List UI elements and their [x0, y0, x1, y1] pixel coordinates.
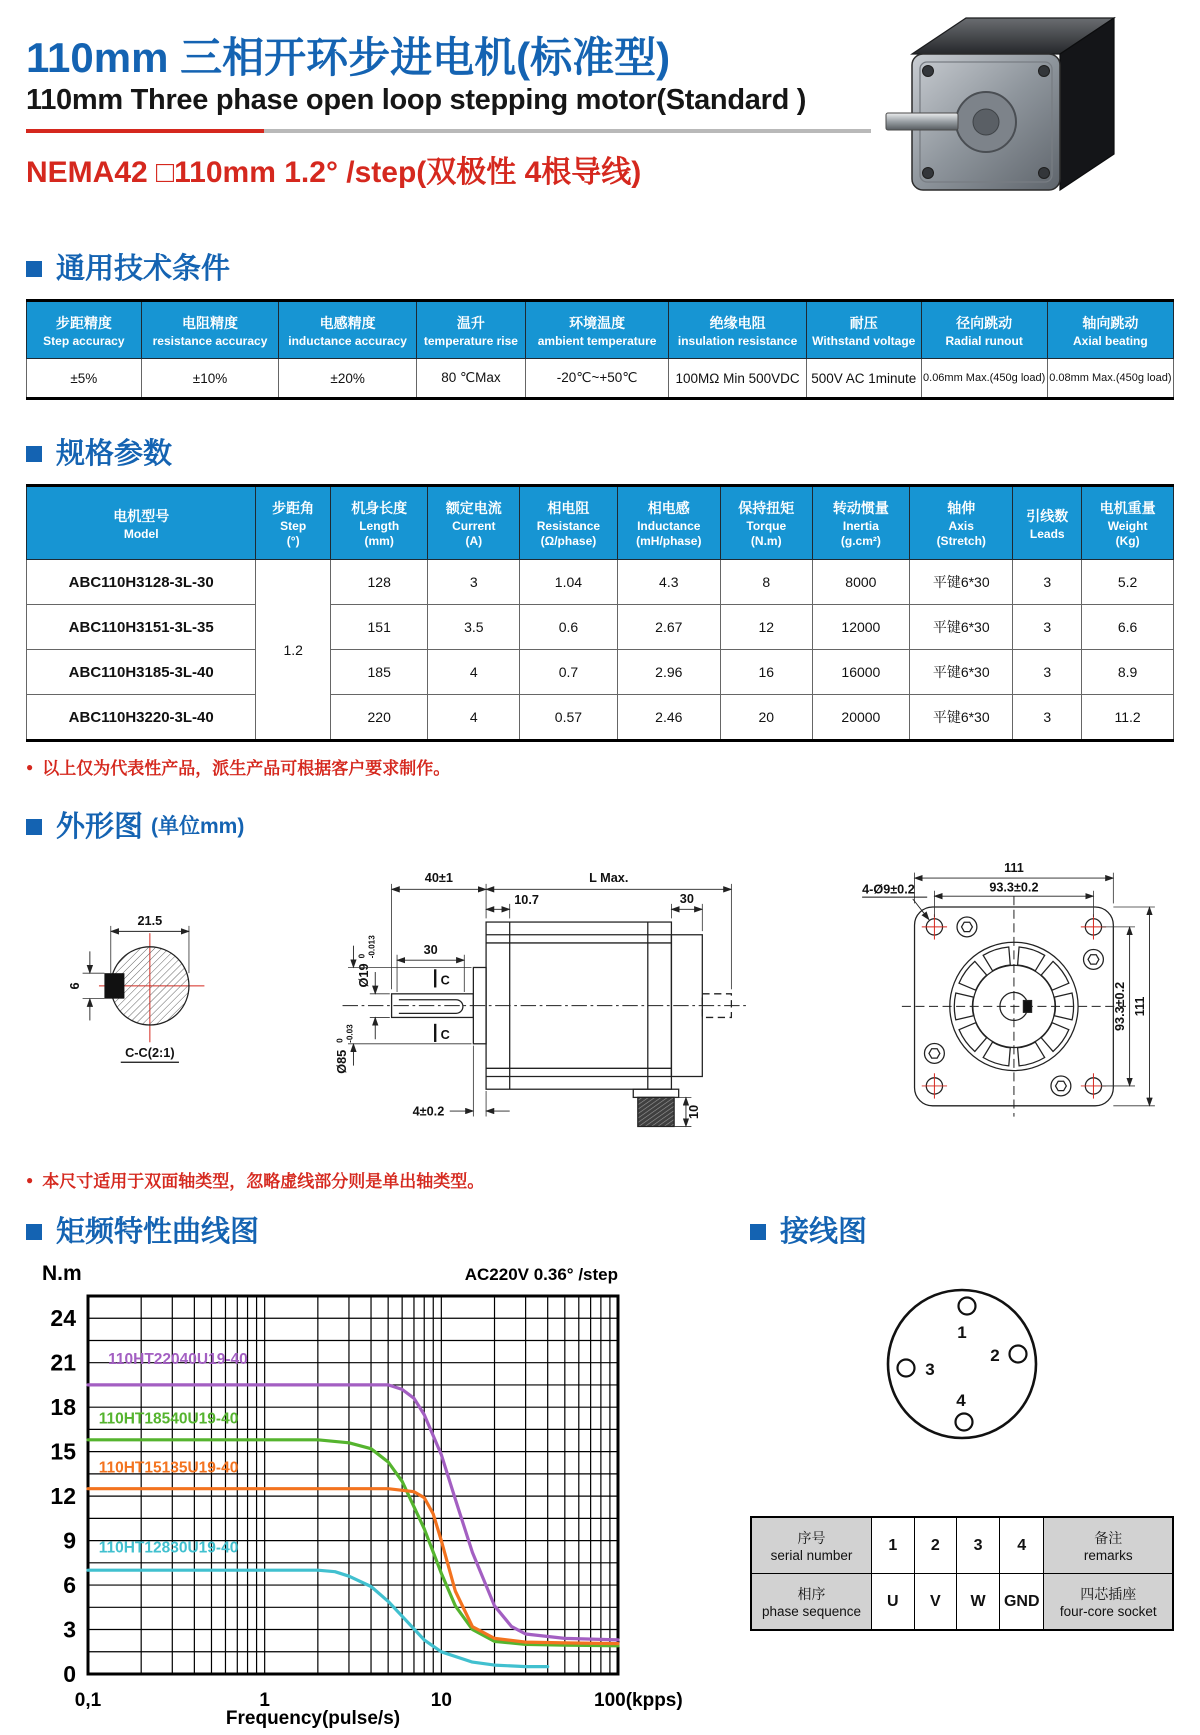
- spec-cell: 平键6*30: [910, 605, 1013, 650]
- note-bullet-icon: ●: [26, 759, 34, 774]
- spec-note-text: 以上仅为代表性产品，派生产品可根据客户要求制作。: [42, 759, 451, 779]
- dim-section-width: 21.5: [137, 913, 163, 929]
- svg-text:1: 1: [259, 1690, 270, 1712]
- section-heading-wiring: [750, 1214, 1174, 1250]
- dim-shaft-tol-up: 0: [357, 954, 367, 959]
- connector-pin-3: [898, 1360, 915, 1377]
- spec-cell: 1.04: [520, 560, 617, 605]
- spec-cell: 3: [428, 560, 520, 605]
- wiring-label-cell: 相序 phase sequence: [751, 1574, 872, 1631]
- c-mark-top: C: [440, 973, 450, 989]
- spec-cell: 12: [720, 605, 812, 650]
- spec-col-header: 电机型号 Model: [27, 486, 256, 560]
- general-col-header: 温升 temperature rise: [416, 301, 525, 359]
- svg-text:12: 12: [50, 1483, 76, 1510]
- dim-shaft-tol-low: -0.013: [367, 935, 377, 959]
- dim-boss-depth: 4±0.2: [412, 1103, 445, 1119]
- section-heading-general: [26, 251, 1174, 287]
- dim-key-height: 6: [66, 982, 82, 990]
- connector-diagram: [872, 1276, 1052, 1456]
- spec-col-header: 电机重量 Weight (Kg): [1082, 486, 1174, 560]
- spec-header-row: [27, 486, 1174, 560]
- spec-table: [26, 484, 1174, 742]
- section-bullet-icon: [750, 1224, 766, 1240]
- general-value: -20℃~+50℃: [525, 359, 668, 399]
- general-col-header: 电阻精度 resistance accuracy: [141, 301, 279, 359]
- dim-key-len: 30: [423, 942, 438, 958]
- svg-text:15: 15: [50, 1438, 76, 1465]
- general-value: 500V AC 1minute: [806, 359, 921, 399]
- section-bullet-icon: [26, 1224, 42, 1240]
- dim-rear-len: 30: [679, 891, 694, 907]
- connector-pin-4-label: 4: [956, 1391, 966, 1411]
- general-col-header: 径向跳动 Radial runout: [921, 301, 1047, 359]
- spec-step-angle: 1.2: [256, 560, 331, 741]
- spec-cell: 12000: [812, 605, 909, 650]
- wiring-row-phase: [751, 1574, 1173, 1631]
- title-divider: [26, 129, 871, 133]
- section-view-label: C-C(2:1): [125, 1045, 175, 1061]
- curve-label: 110HT15135U19-40: [98, 1459, 239, 1477]
- general-value: 100MΩ Min 500VDC: [669, 359, 807, 399]
- motor-side-view: [328, 851, 755, 1153]
- connector-pin-2-label: 2: [990, 1346, 1000, 1366]
- spec-cell: 0.57: [520, 695, 617, 741]
- general-value: 0.06mm Max.(450g load): [921, 359, 1047, 399]
- dim-boss-tol-low: -0.03: [345, 1024, 355, 1044]
- spec-col-header: 转动惯量 Inertia (g.cm²): [812, 486, 909, 560]
- dim-shaft-dia: Ø19: [355, 963, 371, 988]
- dim-l-max: L Max.: [589, 870, 629, 886]
- svg-text:6: 6: [63, 1572, 76, 1599]
- spec-col-header: 相电感 Inductance (mH/phase): [617, 486, 720, 560]
- general-col-header: 步距精度 Step accuracy: [27, 301, 142, 359]
- general-col-header: 轴向跳动 Axial beating: [1047, 301, 1173, 359]
- spec-model: ABC110H3220-3L-40: [27, 695, 256, 741]
- spec-cell: 8: [720, 560, 812, 605]
- spec-col-header: 额定电流 Current (A): [428, 486, 520, 560]
- spec-row: [27, 650, 1174, 695]
- x-axis-label: Frequency(pulse/s): [225, 1708, 401, 1730]
- svg-text:0: 0: [63, 1661, 76, 1688]
- svg-text:0,1: 0,1: [74, 1690, 102, 1712]
- dim-boss-dia: Ø85: [334, 1050, 350, 1075]
- general-col-header: 绝缘电阻 insulation resistance: [669, 301, 807, 359]
- wiring-pin-cell: 1: [872, 1517, 915, 1574]
- spec-cell: 220: [330, 695, 427, 741]
- general-header-row: [27, 301, 1174, 359]
- spec-model: ABC110H3128-3L-30: [27, 560, 256, 605]
- spec-cell: 11.2: [1082, 695, 1174, 741]
- section-title-curves: 矩频特性曲线图: [56, 1216, 260, 1249]
- connector-pin-3-label: 3: [925, 1360, 935, 1380]
- wiring-table: [750, 1516, 1174, 1631]
- spec-cell: 16: [720, 650, 812, 695]
- spec-cell: 2.46: [617, 695, 720, 741]
- spec-cell: 平键6*30: [910, 650, 1013, 695]
- spec-cell: 20000: [812, 695, 909, 741]
- wiring-row-serial: [751, 1517, 1173, 1574]
- spec-cell: 151: [330, 605, 427, 650]
- spec-cell: 16000: [812, 650, 909, 695]
- spec-cell: 128: [330, 560, 427, 605]
- shaft-section-view: [66, 895, 221, 1075]
- wiring-pin-cell: W: [957, 1574, 1000, 1631]
- section-title-outline-unit: (单位mm): [151, 815, 245, 839]
- dim-front-step: 10.7: [514, 892, 539, 908]
- page-subtitle: NEMA42 □110mm 1.2° /step(双极性 4根导线): [26, 156, 642, 190]
- wiring-pin-cell: 3: [957, 1517, 1000, 1574]
- cable-connector: [638, 1098, 674, 1127]
- general-value: 0.08mm Max.(450g load): [1047, 359, 1173, 399]
- spec-col-header: 保持扭矩 Torque (N.m): [720, 486, 812, 560]
- section-bullet-icon: [26, 819, 42, 835]
- outline-drawings: [26, 851, 1174, 1153]
- spec-col-header: 机身长度 Length (mm): [330, 486, 427, 560]
- spec-model: ABC110H3185-3L-40: [27, 650, 256, 695]
- page-title-cn: 110mm 三相开环步进电机(标准型): [26, 34, 671, 81]
- wiring-remark-cell: 四芯插座 four-core socket: [1044, 1574, 1173, 1631]
- spec-cell: 3: [1013, 560, 1082, 605]
- header: [26, 0, 1174, 191]
- connector-pin-1-label: 1: [957, 1323, 967, 1343]
- svg-text:3: 3: [63, 1616, 76, 1643]
- motor-front-view: [862, 851, 1174, 1151]
- dim-height-outer: 111: [1133, 996, 1148, 1017]
- section-heading-specs: [26, 436, 1174, 472]
- wiring-pin-cell: U: [872, 1574, 915, 1631]
- spec-cell: 185: [330, 650, 427, 695]
- spec-cell: 平键6*30: [910, 695, 1013, 741]
- dim-conn-len: 10: [685, 1105, 701, 1120]
- curve-110HT15135U19-40: [88, 1489, 618, 1644]
- general-value-row: [27, 359, 1174, 399]
- dim-hole-pitch-h: 93.3±0.2: [989, 880, 1039, 895]
- svg-text:10: 10: [430, 1690, 452, 1712]
- spec-cell: 20: [720, 695, 812, 741]
- spec-cell: 8000: [812, 560, 909, 605]
- section-title-outline: 外形图: [56, 811, 144, 844]
- svg-text:24: 24: [50, 1305, 76, 1332]
- page-title-en: 110mm Three phase open loop stepping motor(Standard ): [26, 84, 807, 117]
- curve-label: 110HT22040U19-40: [108, 1351, 248, 1369]
- outline-note-text: 本尺寸适用于双面轴类型，忽略虚线部分则是单出轴类型。: [42, 1172, 485, 1192]
- spec-row: [27, 695, 1174, 741]
- section-heading-curves: [26, 1214, 726, 1250]
- dim-holes: 4-Ø9±0.2: [862, 882, 915, 897]
- general-col-header: 环境温度 ambient temperature: [525, 301, 668, 359]
- section-title-specs: 规格参数: [56, 438, 173, 471]
- section-title-wiring: 接线图: [780, 1216, 868, 1249]
- dim-hole-pitch-v: 93.3±0.2: [1113, 982, 1128, 1032]
- torque-curve-section: [26, 1214, 726, 1735]
- spec-note: [26, 754, 1174, 779]
- spec-cell: 6.6: [1082, 605, 1174, 650]
- spec-col-header: 相电阻 Resistance (Ω/phase): [520, 486, 617, 560]
- section-bullet-icon: [26, 446, 42, 462]
- spec-cell: 3: [1013, 650, 1082, 695]
- spec-cell: 0.6: [520, 605, 617, 650]
- curve-label: 110HT18540U19-40: [98, 1410, 239, 1428]
- chart-annotation: AC220V 0.36° /step: [464, 1265, 618, 1285]
- general-conditions-table: [26, 299, 1174, 400]
- spec-row: [27, 605, 1174, 650]
- note-bullet-icon: ●: [26, 1172, 34, 1187]
- spec-cell: 2.96: [617, 650, 720, 695]
- connector-pin-1: [959, 1298, 976, 1315]
- general-value: ±20%: [279, 359, 417, 399]
- section-bullet-icon: [26, 261, 42, 277]
- key-section: [104, 973, 124, 998]
- spec-model: ABC110H3151-3L-35: [27, 605, 256, 650]
- section-title-general: 通用技术条件: [56, 253, 231, 286]
- spec-cell: 4: [428, 695, 520, 741]
- svg-text:9: 9: [63, 1527, 76, 1554]
- curve-label: 110HT12830U19-40: [98, 1539, 239, 1557]
- wiring-section: [750, 1214, 1174, 1735]
- wiring-pin-cell: V: [914, 1574, 957, 1631]
- spec-cell: 0.7: [520, 650, 617, 695]
- spec-cell: 3: [1013, 695, 1082, 741]
- wiring-label-cell: 序号 serial number: [751, 1517, 872, 1574]
- dim-shaft-ext: 40±1: [424, 870, 453, 886]
- connector-pin-4: [956, 1414, 973, 1431]
- spec-cell: 3: [1013, 605, 1082, 650]
- shaft-keyway: [1023, 1001, 1031, 1013]
- bottom-row: [26, 1214, 1174, 1735]
- svg-text:21: 21: [50, 1350, 76, 1377]
- wiring-pin-cell: 4: [1000, 1517, 1044, 1574]
- motor-product-image: [882, 2, 1140, 230]
- spec-cell: 8.9: [1082, 650, 1174, 695]
- spec-col-header: 步距角 Step (°): [256, 486, 331, 560]
- general-value: ±10%: [141, 359, 279, 399]
- wiring-pin-cell: GND: [1000, 1574, 1044, 1631]
- svg-text:18: 18: [50, 1394, 76, 1421]
- spec-row: [27, 560, 1174, 605]
- general-value: 80 ℃Max: [416, 359, 525, 399]
- dim-boss-tol-up: 0: [335, 1038, 345, 1044]
- general-value: ±5%: [27, 359, 142, 399]
- spec-cell: 5.2: [1082, 560, 1174, 605]
- spec-cell: 4: [428, 650, 520, 695]
- spec-col-header: 引线数 Leads: [1013, 486, 1082, 560]
- general-col-header: 耐压 Withstand voltage: [806, 301, 921, 359]
- spec-cell: 2.67: [617, 605, 720, 650]
- connector-pin-2: [1010, 1346, 1027, 1363]
- outline-note: [26, 1167, 1174, 1192]
- spec-cell: 平键6*30: [910, 560, 1013, 605]
- y-axis-label: N.m: [42, 1262, 82, 1286]
- spec-col-header: 轴伸 Axis (Stretch): [910, 486, 1013, 560]
- spec-cell: 4.3: [617, 560, 720, 605]
- dim-width-outer: 111: [1004, 861, 1024, 876]
- svg-text:100(kpps): 100(kpps): [594, 1690, 683, 1712]
- torque-frequency-chart: [26, 1250, 726, 1730]
- wiring-pin-cell: 2: [914, 1517, 957, 1574]
- section-heading-outline: [26, 809, 1174, 845]
- general-col-header: 电感精度 inductance accuracy: [279, 301, 417, 359]
- c-mark-bottom: C: [440, 1027, 450, 1043]
- spec-cell: 3.5: [428, 605, 520, 650]
- wiring-remark-cell: 备注 remarks: [1044, 1517, 1173, 1574]
